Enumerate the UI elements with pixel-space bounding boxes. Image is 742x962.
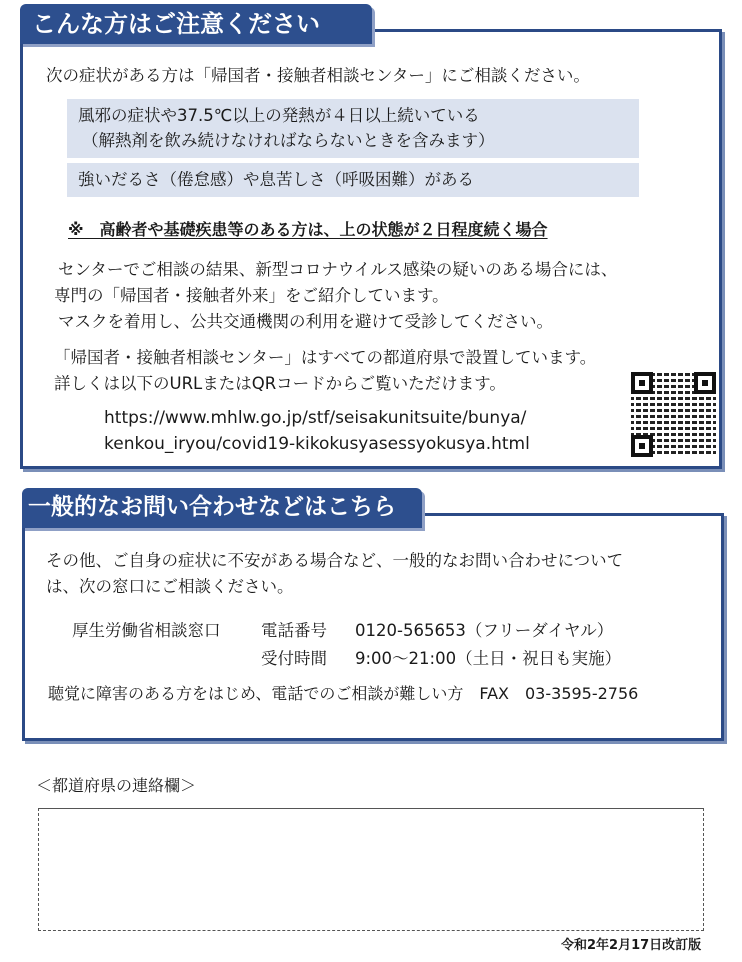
hours-label: 受付時間 — [261, 649, 327, 668]
fax-line: 聴覚に障害のある方をはじめ、電話でのご相談が難しい方 FAX 03-3595-2756 — [48, 684, 639, 703]
prefecture-contact-box — [38, 808, 704, 931]
qr-code[interactable] — [631, 372, 716, 457]
general-intro-line2: は、次の窓口にご相談ください。 — [46, 577, 294, 596]
symptom-fever-text: 風邪の症状や37.5℃以上の発熱が４日以上続いている — [78, 106, 480, 125]
center-paragraph-line1: センターでご相談の結果、新型コロナウイルス感染の疑いのある場合には、 — [58, 260, 618, 279]
revision-date: 令和2年2月17日改訂版 — [561, 938, 702, 953]
elderly-note: ※ 高齢者や基礎疾患等のある方は、上の状態が２日程度続く場合 — [68, 220, 548, 239]
phone-label: 電話番号 — [261, 621, 327, 640]
office-name: 厚生労働省相談窓口 — [72, 621, 221, 640]
symptoms-intro: 次の症状がある方は「帰国者・接触者相談センター」にご相談ください。 — [46, 66, 590, 85]
symptoms-section-title: こんな方はご注意ください — [20, 4, 372, 44]
phone-value[interactable]: 0120-565653（フリーダイヤル） — [355, 621, 614, 640]
mhlw-url-line1[interactable]: https://www.mhlw.go.jp/stf/seisakunitsuite/bunya/ — [104, 408, 527, 428]
hours-value: 9:00～21:00（土日・祝日も実施） — [355, 649, 622, 668]
center-info-line1: 「帰国者・接触者相談センター」はすべての都道府県で設置しています。 — [54, 348, 597, 367]
prefecture-contact-label: ＜都道府県の連絡欄＞ — [36, 776, 197, 795]
center-info-line2: 詳しくは以下のURLまたはQRコードからご覧いただけます。 — [54, 374, 506, 393]
center-paragraph-line3: マスクを着用し、公共交通機関の利用を避けて受診してください。 — [58, 312, 553, 331]
general-intro-line1: その他、ご自身の症状に不安がある場合など、一般的なお問い合わせについて — [46, 551, 624, 570]
symptoms-section — [20, 29, 722, 469]
general-inquiry-title: 一般的なお問い合わせなどはこちら — [22, 488, 422, 528]
symptom-fever-note: （解熱剤を飲み続けなければならないときを含みます） — [82, 131, 495, 150]
symptom-fatigue-text: 強いだるさ（倦怠感）や息苦しさ（呼吸困難）がある — [78, 170, 474, 189]
center-paragraph-line2: 専門の「帰国者・接触者外来」をご紹介しています。 — [54, 286, 449, 305]
mhlw-url-line2[interactable]: kenkou_iryou/covid19-kikokusyasessyokusya.html — [104, 434, 530, 454]
